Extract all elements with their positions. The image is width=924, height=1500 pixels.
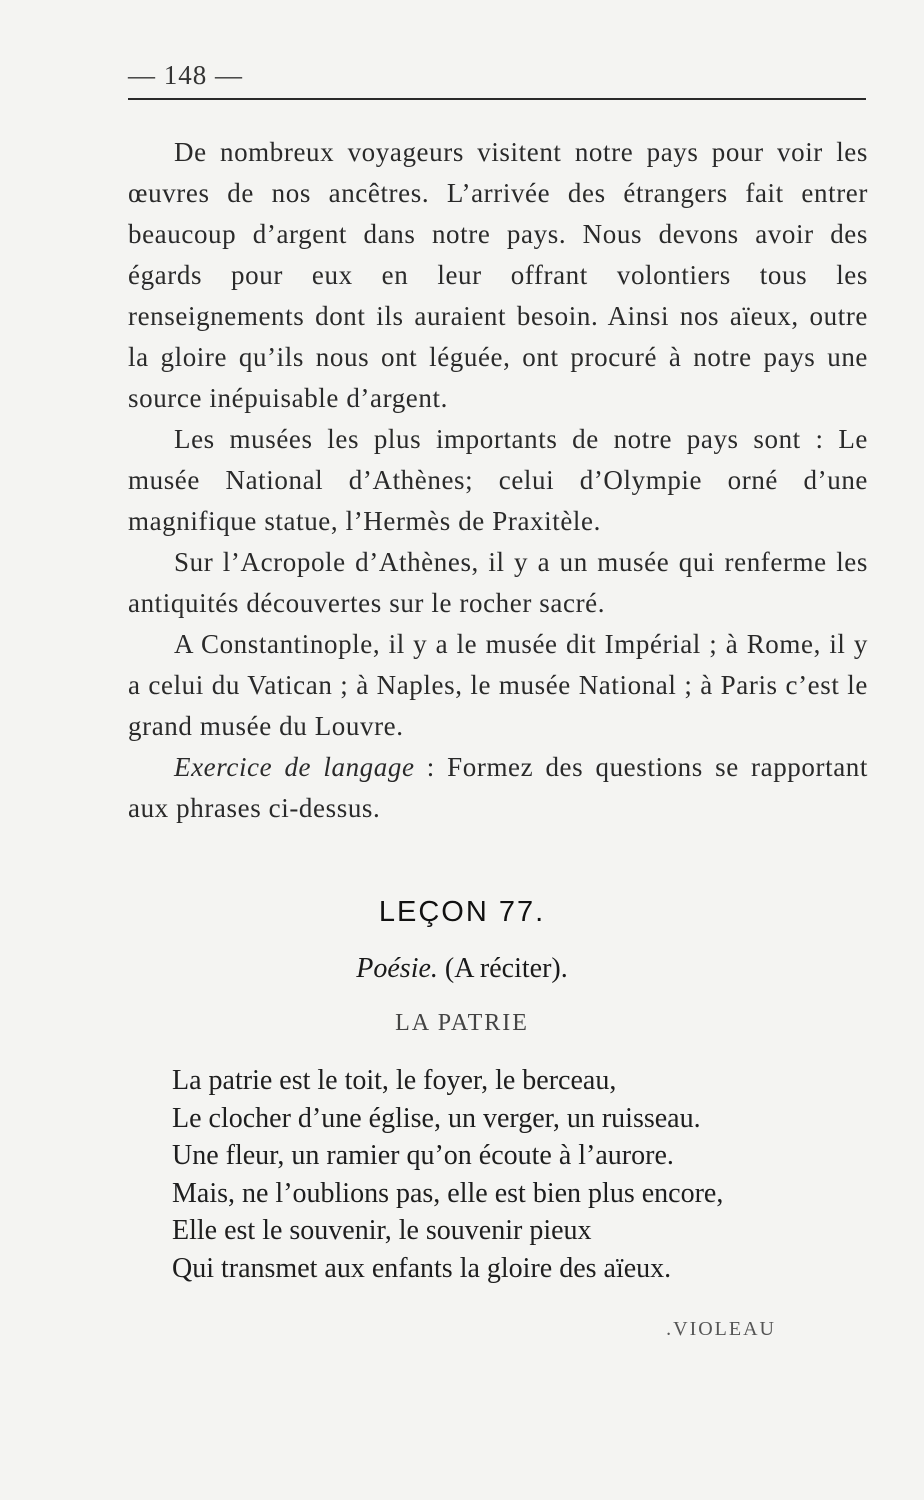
poem-verse: La patrie est le toit, le foyer, le berceau, bbox=[172, 1065, 617, 1096]
page-number: — 148 — bbox=[128, 60, 243, 90]
lesson-subtitle bbox=[0, 953, 924, 985]
lesson-title: LEÇON 77. bbox=[378, 896, 546, 928]
paragraph-voyageurs: De nombreux voyageurs visitent notre pays pour voir les œuvres de nos ancêtres. L’arrivée des étrangers fait entrer beaucoup d’argent dans notre pays. Nous devons avoir des égards pour eux en leur offrant volontiers tous les renseignements dont ils auraient besoin. Ainsi nos aïeux, outre la gloire qu’ils nous ont léguée, ont procuré à notre pays une source inépuisable d’argent. bbox=[128, 137, 868, 413]
poem bbox=[172, 1062, 852, 1287]
poem-verse: Elle est le souvenir, le souvenir pieux bbox=[172, 1215, 592, 1246]
subtitle-italic: Poésie. bbox=[356, 953, 438, 984]
poem-verse: Qui transmet aux enfants la gloire des aïeux. bbox=[172, 1252, 672, 1284]
poem-title: LA PATRIE bbox=[395, 1010, 529, 1036]
paragraph-exercise bbox=[128, 747, 868, 829]
poem-author: .VIOLEAU bbox=[666, 1318, 776, 1340]
poem-verse: Une fleur, un ramier qu’on écoute à l’aurore. bbox=[172, 1140, 674, 1171]
poem-verse: Le clocher d’une église, un verger, un ruisseau. bbox=[172, 1102, 701, 1134]
paragraph-musees: Les musées les plus importants de notre pays sont : Le musée National d’Athènes; celui d’Olympie orné d’une magnifique statue, l’Hermès de Praxitèle. bbox=[128, 424, 868, 536]
subtitle-rest: (A réciter). bbox=[437, 953, 568, 984]
exercise-label: Exercice de langage bbox=[174, 752, 415, 782]
exercise-text: : Formez des questions se rapportant aux phrases ci-dessus. bbox=[128, 752, 868, 823]
prose-body bbox=[128, 132, 868, 829]
paragraph-constantinople: A Constantinople, il y a le musée dit Impérial ; à Rome, il y a celui du Vatican ; à Naples, le musée National ; à Paris c’est le grand musée du Louvre. bbox=[128, 629, 868, 741]
paragraph-acropole: Sur l’Acropole d’Athènes, il y a un musée qui renferme les antiquités découvertes sur le rocher sacré. bbox=[128, 547, 868, 618]
header-rule bbox=[128, 98, 866, 100]
poem-verse: Mais, ne l’oublions pas, elle est bien plus encore, bbox=[172, 1177, 724, 1209]
